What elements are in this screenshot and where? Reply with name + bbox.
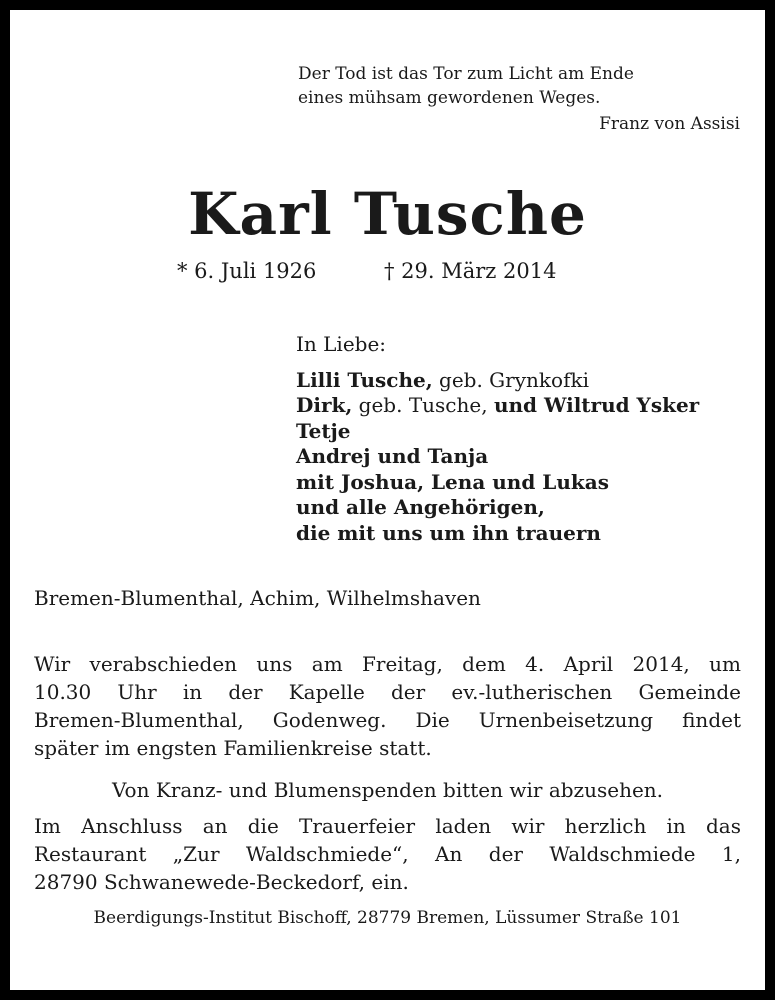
mourner-line-7: die mit uns um ihn trauern — [296, 520, 601, 545]
service-line-4: später im engsten Familienkreise statt. — [34, 736, 432, 760]
funeral-home: Beerdigungs-Institut Bischoff, 28779 Bremen, Lüssumer Straße 101 — [93, 908, 682, 928]
quote-line-1: Der Tod ist das Tor zum Licht am Ende — [298, 64, 634, 84]
service-line-1: Wir verabschieden uns am Freitag, dem 4. April 2014, um — [34, 652, 741, 676]
mourner-line-6: und alle Angehörigen, — [296, 495, 545, 519]
mourner-line-4: Andrej und Tanja — [296, 444, 489, 468]
obituary-notice — [10, 10, 765, 990]
reception-line-1: Im Anschluss an die Trauerfeier laden wir herzlich in das — [34, 814, 741, 838]
mourner-name: und Wiltrud Ysker — [493, 393, 700, 417]
mourner-name: Lilli Tusche, — [296, 367, 433, 392]
mourners-intro: In Liebe: — [296, 332, 387, 356]
reception-line-2: Restaurant „Zur Waldschmiede“, An der Waldschmiede 1, — [34, 842, 741, 866]
service-line-3: Bremen-Blumenthal, Godenweg. Die Urnenbeisetzung findet — [34, 708, 741, 732]
mourner-name: Dirk, — [296, 393, 353, 417]
mourner-line-2 — [296, 393, 699, 419]
mourner-detail: geb. Tusche, — [352, 393, 494, 417]
death-date: † 29. März 2014 — [384, 259, 557, 283]
mourner-line-5: mit Joshua, Lena und Lukas — [296, 469, 609, 494]
mourners-block — [296, 332, 699, 546]
quote-line-2: eines mühsam gewordenen Weges. — [298, 88, 601, 108]
mourner-line-1 — [296, 368, 699, 394]
service-paragraph — [34, 650, 741, 762]
quote-author: Franz von Assisi — [599, 114, 740, 134]
reception-paragraph — [34, 812, 741, 896]
service-line-2: 10.30 Uhr in der Kapelle der ev.-lutherischen Gemeinde — [34, 680, 741, 704]
places: Bremen-Blumenthal, Achim, Wilhelmshaven — [34, 586, 481, 610]
reception-line-3: 28790 Schwanewede-Beckedorf, ein. — [34, 870, 409, 894]
birth-date: * 6. Juli 1926 — [177, 259, 317, 283]
flowers-note: Von Kranz- und Blumenspenden bitten wir abzusehen. — [111, 778, 664, 802]
mourner-line-3: Tetje — [296, 418, 351, 443]
mourner-detail: geb. Grynkofki — [432, 367, 589, 392]
deceased-name: Karl Tusche — [188, 180, 587, 248]
quote — [298, 62, 634, 110]
